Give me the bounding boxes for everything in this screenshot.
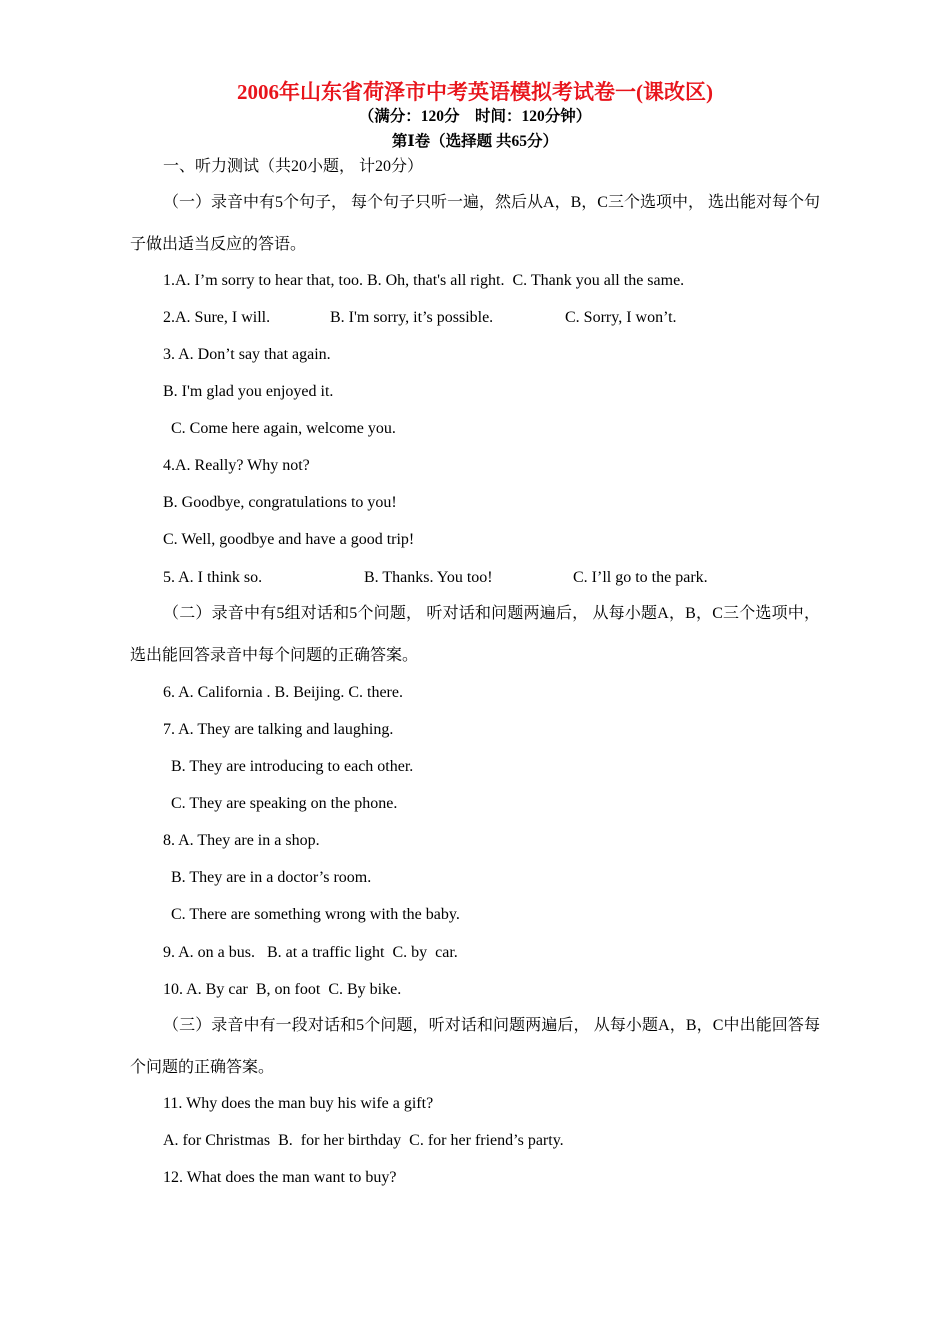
question-5-option-c: C. I’ll go to the park. — [573, 569, 708, 586]
question-8-option-c: C. There are something wrong with the baby. — [171, 906, 460, 923]
question-11-options: A. for Christmas B. for her birthday C. for her friend’s party. — [163, 1132, 564, 1149]
question-4-option-c: C. Well, goodbye and have a good trip! — [163, 531, 415, 548]
volume-title: 第Ⅰ卷（选择题 共65分） — [391, 133, 559, 150]
question-11: 11. Why does the man buy his wife a gift? — [163, 1095, 434, 1112]
question-5-option-a: 5. A. I think so. — [163, 569, 263, 586]
question-4-option-b: B. Goodbye, congratulations to you! — [163, 494, 397, 511]
question-8-option-b: B. They are in a doctor’s room. — [171, 869, 372, 886]
question-3-option-a: 3. A. Don’t say that again. — [163, 346, 331, 363]
question-3-option-c: C. Come here again, welcome you. — [171, 420, 396, 437]
question-7-option-b: B. They are introducing to each other. — [171, 758, 414, 775]
part2-instructions: （二）录音中有5组对话和5个问题， 听对话和问题两遍后， 从每小题A，B，C三个选项中， 选出能回答录音中每个问题的正确答案。 — [130, 605, 820, 664]
question-12: 12. What does the man want to buy? — [163, 1169, 397, 1186]
question-2-option-c: C. Sorry, I won’t. — [565, 309, 677, 326]
question-8-option-a: 8. A. They are in a shop. — [163, 832, 320, 849]
question-2-option-b: B. I'm sorry, it’s possible. — [330, 309, 494, 326]
question-7-option-a: 7. A. They are talking and laughing. — [163, 721, 394, 738]
question-9: 9. A. on a bus. B. at a traffic light C. by car. — [163, 944, 458, 961]
question-10: 10. A. By car B, on foot C. By bike. — [163, 981, 402, 998]
score-time-line: （满分：120分 时间：120分钟） — [358, 108, 592, 125]
question-4-option-a: 4.A. Really? Why not? — [163, 457, 310, 474]
question-6: 6. A. California . B. Beijing. C. there. — [163, 684, 403, 701]
exam-title: 2006年山东省荷泽市中考英语模拟考试卷一(课改区) — [237, 80, 713, 104]
part3-instructions: （三）录音中有一段对话和5个问题，听对话和问题两遍后， 从每小题A，B，C中出能回答每个问题的正确答案。 — [130, 1017, 820, 1076]
part1-instructions: （一）录音中有5个句子， 每个句子只听一遍，然后从A，B，C三个选项中， 选出能对每个句子做出适当反应的答语。 — [130, 194, 820, 253]
question-7-option-c: C. They are speaking on the phone. — [171, 795, 398, 812]
question-2-option-a: 2.A. Sure, I will. — [163, 309, 271, 326]
section1-heading: 一、听力测试（共20小题， 计20分） — [163, 158, 424, 175]
question-1: 1.A. I’m sorry to hear that, too. B. Oh, that's all right. C. Thank you all the same. — [163, 272, 685, 289]
question-5-option-b: B. Thanks. You too! — [364, 569, 493, 586]
question-3-option-b: B. I'm glad you enjoyed it. — [163, 383, 334, 400]
